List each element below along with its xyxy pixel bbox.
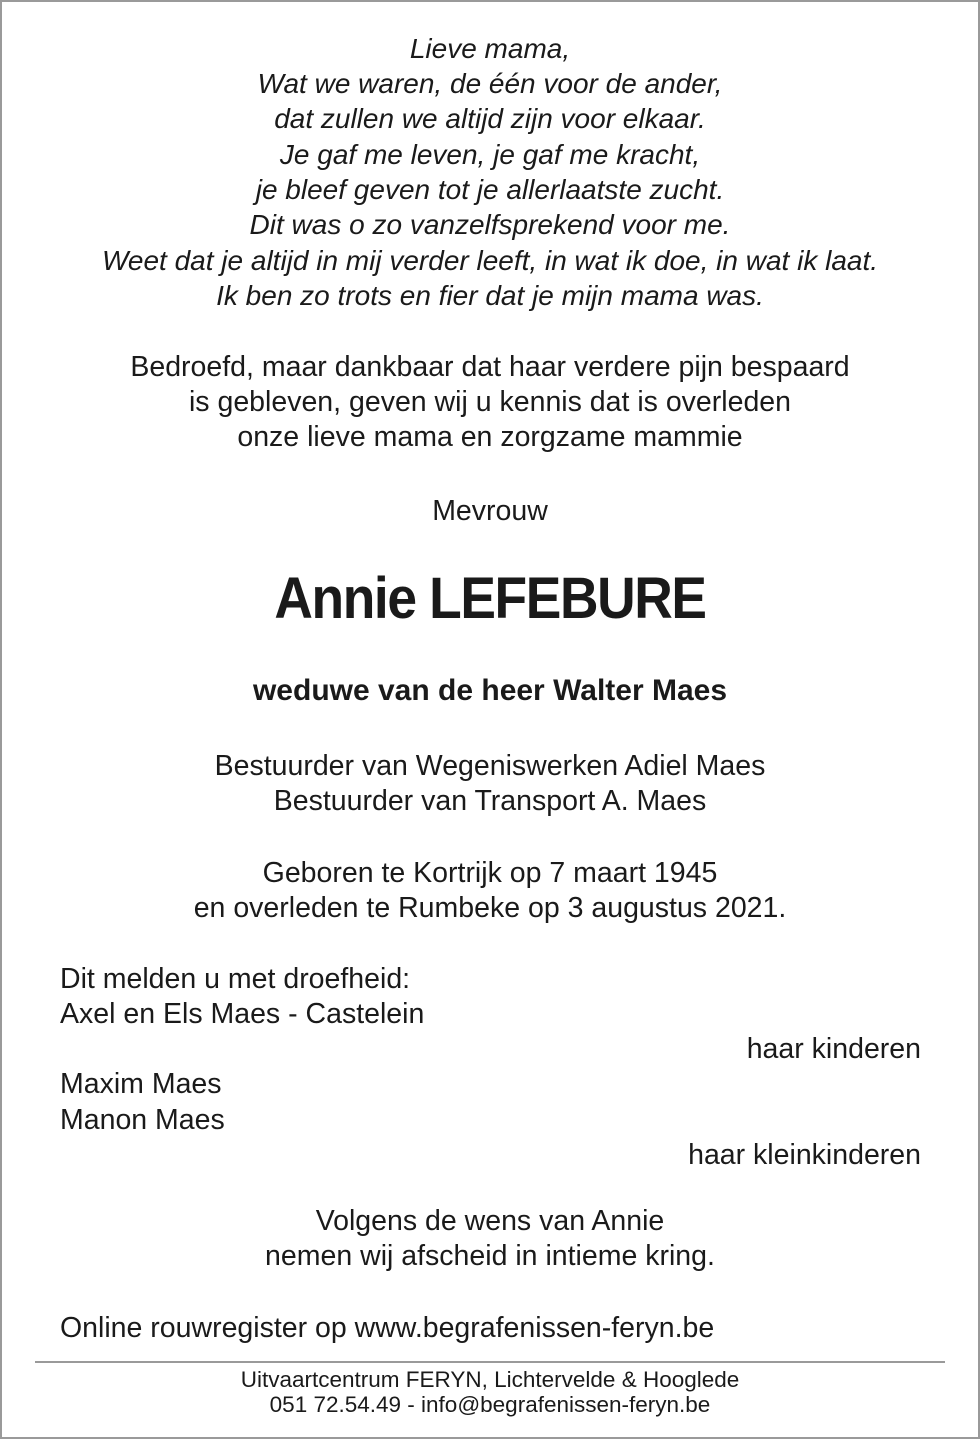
wish-line-1: Volgens de wens van Annie [315, 1205, 665, 1237]
grandchild-2: Manon Maes [60, 1104, 225, 1136]
footer-line-2: 051 72.54.49 - info@begrafenissen-feryn.be [269, 1392, 711, 1417]
announcement-line-2: is gebleven, geven wij u kennis dat is overleden [188, 386, 792, 418]
children-names: Axel en Els Maes - Castelein [60, 998, 425, 1030]
role-line-1: Bestuurder van Wegeniswerken Adiel Maes [214, 750, 766, 782]
deceased-name: Annie LEFEBURE [274, 566, 706, 631]
footer-line-1: Uitvaartcentrum FERYN, Lichtervelde & Hooglede [240, 1367, 740, 1392]
poem-line-6: Dit was o zo vanzelfsprekend voor me. [249, 209, 731, 240]
salutation: Mevrouw [432, 495, 548, 527]
children-label: haar kinderen [746, 1033, 921, 1065]
poem-line-5: je bleef geven tot je allerlaatste zucht. [255, 174, 725, 205]
poem-line-8: Ik ben zo trots en fier dat je mijn mama was. [216, 280, 764, 311]
birth-line: Geboren te Kortrijk op 7 maart 1945 [262, 857, 718, 889]
poem-line-1: Lieve mama, [409, 33, 571, 64]
poem-line-3: dat zullen we altijd zijn voor elkaar. [274, 103, 706, 134]
poem-line-7: Weet dat je altijd in mij verder leeft, in wat ik doe, in wat ik laat. [101, 245, 879, 276]
wish-line-2: nemen wij afscheid in intieme kring. [265, 1240, 715, 1272]
death-line: en overleden te Rumbeke op 3 augustus 2021. [193, 892, 787, 924]
grandchildren-label: haar kleinkinderen [688, 1139, 921, 1171]
announcement-line-1: Bedroefd, maar dankbaar dat haar verdere pijn bespaard [130, 351, 850, 383]
role-line-2: Bestuurder van Transport A. Maes [273, 785, 707, 817]
online-register: Online rouwregister op www.begrafenissen-feryn.be [60, 1312, 715, 1344]
mourners-intro: Dit melden u met droefheid: [60, 963, 411, 995]
poem-line-2: Wat we waren, de één voor de ander, [257, 68, 723, 99]
announcement-line-3: onze lieve mama en zorgzame mammie [237, 421, 743, 453]
footer-divider [35, 1361, 945, 1363]
poem-line-4: Je gaf me leven, je gaf me kracht, [279, 139, 701, 170]
grandchild-1: Maxim Maes [60, 1068, 222, 1100]
widow-of: weduwe van de heer Walter Maes [252, 674, 728, 707]
